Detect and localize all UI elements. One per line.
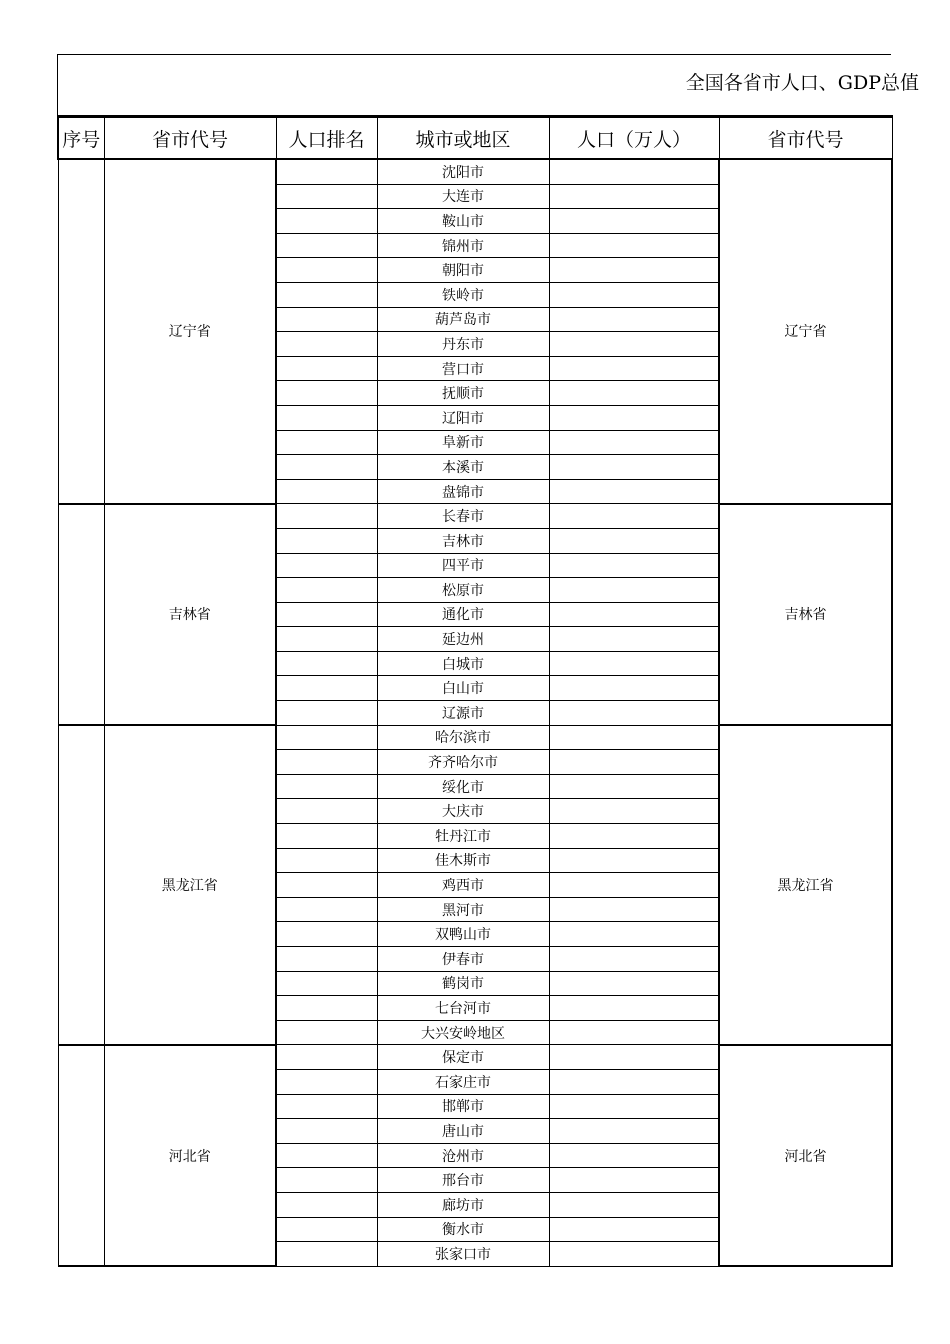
city-cell[interactable]: 沧州市 [377, 1143, 549, 1168]
header-city: 城市或地区 [377, 117, 549, 160]
population-cell[interactable] [549, 1045, 719, 1070]
city-cell[interactable]: 白城市 [377, 651, 549, 676]
city-cell[interactable]: 黑河市 [377, 897, 549, 922]
city-cell[interactable]: 辽阳市 [377, 405, 549, 430]
city-cell[interactable]: 伊春市 [377, 947, 549, 972]
population-cell[interactable] [549, 996, 719, 1021]
population-cell[interactable] [549, 356, 719, 381]
population-cell[interactable] [549, 971, 719, 996]
rank-cell[interactable] [276, 1069, 377, 1094]
city-cell[interactable]: 辽源市 [377, 701, 549, 726]
province-cell-right[interactable]: 吉林省 [719, 504, 892, 725]
population-cell[interactable] [549, 1143, 719, 1168]
rank-cell[interactable] [276, 602, 377, 627]
population-cell[interactable] [549, 1217, 719, 1242]
header-province-code-right: 省市代号 [719, 117, 892, 160]
population-cell[interactable] [549, 1168, 719, 1193]
population-cell[interactable] [549, 1020, 719, 1045]
table-row [58, 1045, 892, 1070]
rank-cell[interactable] [276, 1020, 377, 1045]
city-cell[interactable]: 廊坊市 [377, 1192, 549, 1217]
province-cell-right[interactable]: 辽宁省 [719, 159, 892, 504]
population-cell[interactable] [549, 405, 719, 430]
rank-cell[interactable] [276, 405, 377, 430]
population-cell[interactable] [549, 1094, 719, 1119]
rank-cell[interactable] [276, 184, 377, 209]
population-cell[interactable] [549, 701, 719, 726]
population-cell[interactable] [549, 774, 719, 799]
population-cell[interactable] [549, 750, 719, 775]
city-cell[interactable]: 大兴安岭地区 [377, 1020, 549, 1045]
population-cell[interactable] [549, 824, 719, 849]
header-population-rank: 人口排名 [276, 117, 377, 160]
province-cell[interactable]: 辽宁省 [104, 159, 276, 504]
table-row [58, 725, 892, 750]
population-cell[interactable] [549, 897, 719, 922]
rank-cell[interactable] [276, 774, 377, 799]
city-cell[interactable]: 七台河市 [377, 996, 549, 1021]
table-row [58, 159, 892, 184]
city-cell[interactable]: 延边州 [377, 627, 549, 652]
rank-cell[interactable] [276, 356, 377, 381]
city-cell[interactable]: 营口市 [377, 356, 549, 381]
city-cell[interactable]: 鹤岗市 [377, 971, 549, 996]
city-cell[interactable]: 鞍山市 [377, 209, 549, 234]
province-cell-right[interactable]: 黑龙江省 [719, 725, 892, 1045]
rank-cell[interactable] [276, 651, 377, 676]
city-cell[interactable]: 松原市 [377, 578, 549, 603]
rank-cell[interactable] [276, 897, 377, 922]
rank-cell[interactable] [276, 381, 377, 406]
rank-cell[interactable] [276, 578, 377, 603]
population-cell[interactable] [549, 651, 719, 676]
rank-cell[interactable] [276, 627, 377, 652]
title-border-top [57, 54, 891, 55]
seq-cell[interactable] [58, 159, 104, 504]
city-cell[interactable]: 唐山市 [377, 1119, 549, 1144]
rank-cell[interactable] [276, 553, 377, 578]
rank-cell[interactable] [276, 947, 377, 972]
rank-cell[interactable] [276, 307, 377, 332]
city-cell[interactable]: 沈阳市 [377, 159, 549, 184]
header-row [58, 117, 892, 160]
rank-cell[interactable] [276, 1045, 377, 1070]
province-cell[interactable]: 黑龙江省 [104, 725, 276, 1045]
city-cell[interactable]: 衡水市 [377, 1217, 549, 1242]
rank-cell[interactable] [276, 922, 377, 947]
city-cell[interactable]: 大庆市 [377, 799, 549, 824]
city-cell[interactable]: 石家庄市 [377, 1069, 549, 1094]
population-cell[interactable] [549, 725, 719, 750]
rank-cell[interactable] [276, 676, 377, 701]
table-row [58, 504, 892, 529]
rank-cell[interactable] [276, 479, 377, 504]
header-seq: 序号 [58, 117, 104, 160]
seq-cell[interactable] [58, 1045, 104, 1266]
population-cell[interactable] [549, 479, 719, 504]
population-cell[interactable] [549, 1242, 719, 1267]
population-cell[interactable] [549, 307, 719, 332]
city-cell[interactable]: 牡丹江市 [377, 824, 549, 849]
rank-cell[interactable] [276, 1143, 377, 1168]
population-cell[interactable] [549, 627, 719, 652]
city-cell[interactable]: 佳木斯市 [377, 848, 549, 873]
rank-cell[interactable] [276, 455, 377, 480]
population-cell[interactable] [549, 578, 719, 603]
city-cell[interactable]: 邢台市 [377, 1168, 549, 1193]
population-cell[interactable] [549, 848, 719, 873]
rank-cell[interactable] [276, 971, 377, 996]
city-cell[interactable]: 哈尔滨市 [377, 725, 549, 750]
rank-cell[interactable] [276, 1119, 377, 1144]
rank-cell[interactable] [276, 824, 377, 849]
city-cell[interactable]: 长春市 [377, 504, 549, 529]
population-cell[interactable] [549, 922, 719, 947]
rank-cell[interactable] [276, 332, 377, 357]
rank-cell[interactable] [276, 725, 377, 750]
seq-cell[interactable] [58, 725, 104, 1045]
rank-cell[interactable] [276, 873, 377, 898]
rank-cell[interactable] [276, 799, 377, 824]
city-cell[interactable]: 四平市 [377, 553, 549, 578]
rank-cell[interactable] [276, 528, 377, 553]
province-cell[interactable]: 吉林省 [104, 504, 276, 725]
rank-cell[interactable] [276, 996, 377, 1021]
rank-cell[interactable] [276, 233, 377, 258]
header-province-code: 省市代号 [104, 117, 276, 160]
city-cell[interactable]: 鸡西市 [377, 873, 549, 898]
rank-cell[interactable] [276, 1192, 377, 1217]
rank-cell[interactable] [276, 1217, 377, 1242]
sheet-title: 全国各省市人口、GDP总值 [685, 72, 919, 94]
province-cell-right[interactable]: 河北省 [719, 1045, 892, 1266]
city-cell[interactable]: 本溪市 [377, 455, 549, 480]
rank-cell[interactable] [276, 209, 377, 234]
population-cell[interactable] [549, 282, 719, 307]
table-body [58, 159, 892, 1266]
rank-cell[interactable] [276, 282, 377, 307]
population-cell[interactable] [549, 676, 719, 701]
city-cell[interactable]: 双鸭山市 [377, 922, 549, 947]
city-cell[interactable]: 邯郸市 [377, 1094, 549, 1119]
rank-cell[interactable] [276, 701, 377, 726]
province-cell[interactable]: 河北省 [104, 1045, 276, 1266]
rank-cell[interactable] [276, 258, 377, 283]
population-cell[interactable] [549, 381, 719, 406]
population-cell[interactable] [549, 1192, 719, 1217]
city-cell[interactable]: 大连市 [377, 184, 549, 209]
city-cell[interactable]: 铁岭市 [377, 282, 549, 307]
population-cell[interactable] [549, 332, 719, 357]
city-cell[interactable]: 抚顺市 [377, 381, 549, 406]
population-cell[interactable] [549, 873, 719, 898]
rank-cell[interactable] [276, 848, 377, 873]
city-cell[interactable]: 通化市 [377, 602, 549, 627]
rank-cell[interactable] [276, 1242, 377, 1267]
population-cell[interactable] [549, 799, 719, 824]
population-cell[interactable] [549, 553, 719, 578]
population-cell[interactable] [549, 947, 719, 972]
city-cell[interactable]: 阜新市 [377, 430, 549, 455]
city-cell[interactable]: 齐齐哈尔市 [377, 750, 549, 775]
population-cell[interactable] [549, 1069, 719, 1094]
seq-cell[interactable] [58, 504, 104, 725]
rank-cell[interactable] [276, 1094, 377, 1119]
rank-cell[interactable] [276, 750, 377, 775]
rank-cell[interactable] [276, 504, 377, 529]
city-cell[interactable]: 盘锦市 [377, 479, 549, 504]
population-cell[interactable] [549, 233, 719, 258]
population-cell[interactable] [549, 209, 719, 234]
population-cell[interactable] [549, 184, 719, 209]
city-cell[interactable]: 保定市 [377, 1045, 549, 1070]
population-cell[interactable] [549, 528, 719, 553]
city-cell[interactable]: 绥化市 [377, 774, 549, 799]
city-cell[interactable]: 朝阳市 [377, 258, 549, 283]
rank-cell[interactable] [276, 159, 377, 184]
city-cell[interactable]: 白山市 [377, 676, 549, 701]
rank-cell[interactable] [276, 430, 377, 455]
population-table [57, 115, 893, 1267]
city-cell[interactable]: 张家口市 [377, 1242, 549, 1267]
population-cell[interactable] [549, 258, 719, 283]
city-cell[interactable]: 丹东市 [377, 332, 549, 357]
city-cell[interactable]: 锦州市 [377, 233, 549, 258]
city-cell[interactable]: 葫芦岛市 [377, 307, 549, 332]
rank-cell[interactable] [276, 1168, 377, 1193]
city-cell[interactable]: 吉林市 [377, 528, 549, 553]
population-cell[interactable] [549, 430, 719, 455]
population-cell[interactable] [549, 1119, 719, 1144]
header-population: 人口（万人） [549, 117, 719, 160]
population-cell[interactable] [549, 602, 719, 627]
population-cell[interactable] [549, 159, 719, 184]
population-cell[interactable] [549, 455, 719, 480]
population-cell[interactable] [549, 504, 719, 529]
